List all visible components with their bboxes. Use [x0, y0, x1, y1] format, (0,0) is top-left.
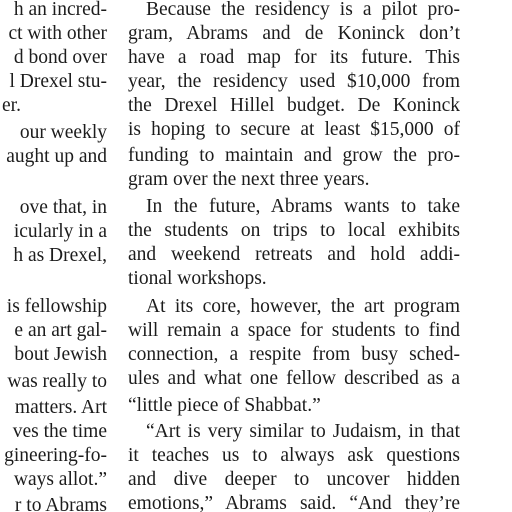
right-line-8: gram over the next three years. — [128, 169, 370, 190]
right-line-15: connection, a respite from busy sched- — [128, 344, 460, 365]
left-line-13: bout Jewish — [14, 344, 107, 365]
right-line-13: At its core, however, the art program — [146, 296, 460, 317]
left-line-2: ct with other — [8, 23, 107, 44]
left-line-8: ove that, in — [19, 197, 107, 218]
right-line-7: funding to maintain and grow the pro- — [128, 145, 460, 166]
right-line-1: Because the residency is a pilot pro- — [146, 0, 460, 20]
right-line-18: “Art is very similar to Judaism, in that — [146, 421, 460, 442]
left-line-10: h as Drexel, — [13, 245, 107, 266]
right-line-9: In the future, Abrams wants to take — [146, 196, 460, 217]
left-line-1: h an incred- — [13, 0, 107, 20]
left-line-6: our weekly — [19, 122, 107, 143]
left-line-11: is fellowship — [6, 296, 107, 317]
right-line-17: “little piece of Shabbat.” — [128, 395, 321, 416]
right-line-11: and weekend retreats and hold addi- — [128, 244, 460, 265]
right-line-5: the Drexel Hillel budget. De Koninck — [128, 95, 460, 116]
right-line-6: is hoping to secure at least $15,000 of — [128, 119, 460, 140]
right-line-21: emotions,” Abrams said. “And they’re — [128, 493, 460, 512]
left-line-15: matters. Art — [14, 397, 107, 418]
right-line-12: tional workshops. — [128, 268, 267, 289]
right-line-20: and dive deeper to uncover hidden — [128, 469, 460, 490]
left-line-16: ves the time — [12, 421, 107, 442]
left-line-7: aught up and — [6, 146, 107, 167]
right-line-2: gram, Abrams and de Koninck don’t — [128, 23, 460, 44]
left-line-3: d bond over — [13, 47, 107, 68]
right-line-14: will remain a space for students to find — [128, 320, 460, 341]
left-line-19: r to Abrams — [14, 495, 107, 512]
left-line-5: er. — [2, 95, 21, 116]
left-line-18: ways allot.” — [13, 469, 107, 490]
left-line-17: gineering-fo- — [4, 445, 107, 466]
left-line-12: e an art gal- — [14, 320, 107, 341]
right-line-4: year, the residency used $10,000 from — [128, 71, 460, 92]
left-line-4: l Drexel stu- — [9, 71, 107, 92]
left-line-9: icularly in a — [13, 221, 107, 242]
right-line-3: have a road map for its future. This — [128, 47, 460, 68]
left-line-14: was really to — [7, 371, 107, 392]
right-line-16: ules and what one fellow described as a — [128, 368, 460, 389]
right-line-19: it teaches us to always ask questions — [128, 445, 460, 466]
right-line-10: the students on trips to local exhibits — [128, 220, 460, 241]
